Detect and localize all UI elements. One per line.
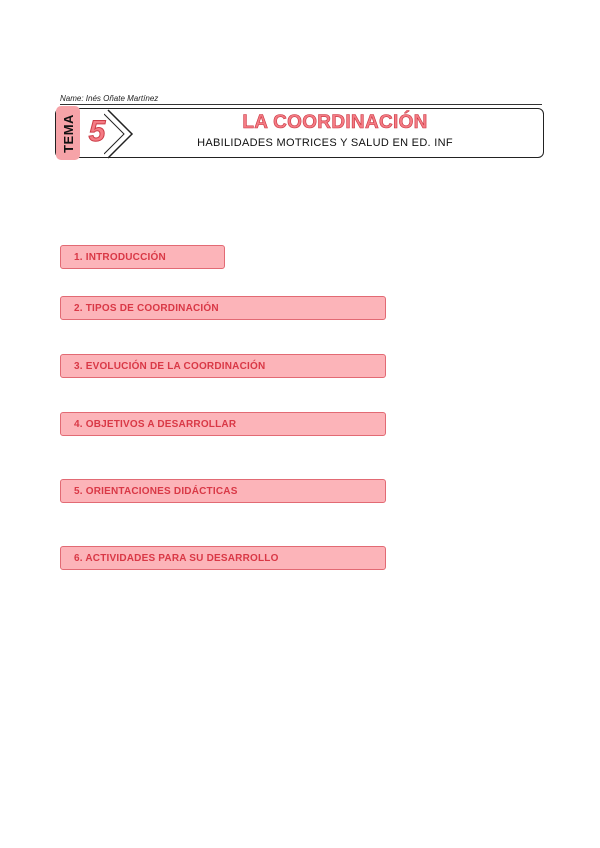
- page-title: LA COORDINACIÓN: [242, 112, 428, 133]
- section-button-actividades[interactable]: 6. ACTIVIDADES PARA SU DESARROLLO: [60, 546, 386, 570]
- tema-label: TEMA: [60, 113, 76, 153]
- tema-tab: [56, 106, 80, 160]
- section-button-tipos[interactable]: 2. TIPOS DE COORDINACIÓN: [60, 296, 386, 320]
- tema-number: 5: [88, 115, 106, 148]
- page-subtitle: HABILIDADES MOTRICES Y SALUD EN ED. INF: [197, 137, 453, 149]
- section-button-orientaciones[interactable]: 5. ORIENTACIONES DIDÁCTICAS: [60, 479, 386, 503]
- name-line: [60, 90, 542, 105]
- section-button-objetivos[interactable]: 4. OBJETIVOS A DESARROLLAR: [60, 412, 386, 436]
- section-button-evolucion[interactable]: 3. EVOLUCIÓN DE LA COORDINACIÓN: [60, 354, 386, 378]
- author-name: Name: Inés Oñate Martínez: [60, 94, 159, 103]
- section-button-introduccion[interactable]: 1. INTRODUCCIÓN: [60, 245, 225, 269]
- chevron-right-icon: [104, 108, 138, 160]
